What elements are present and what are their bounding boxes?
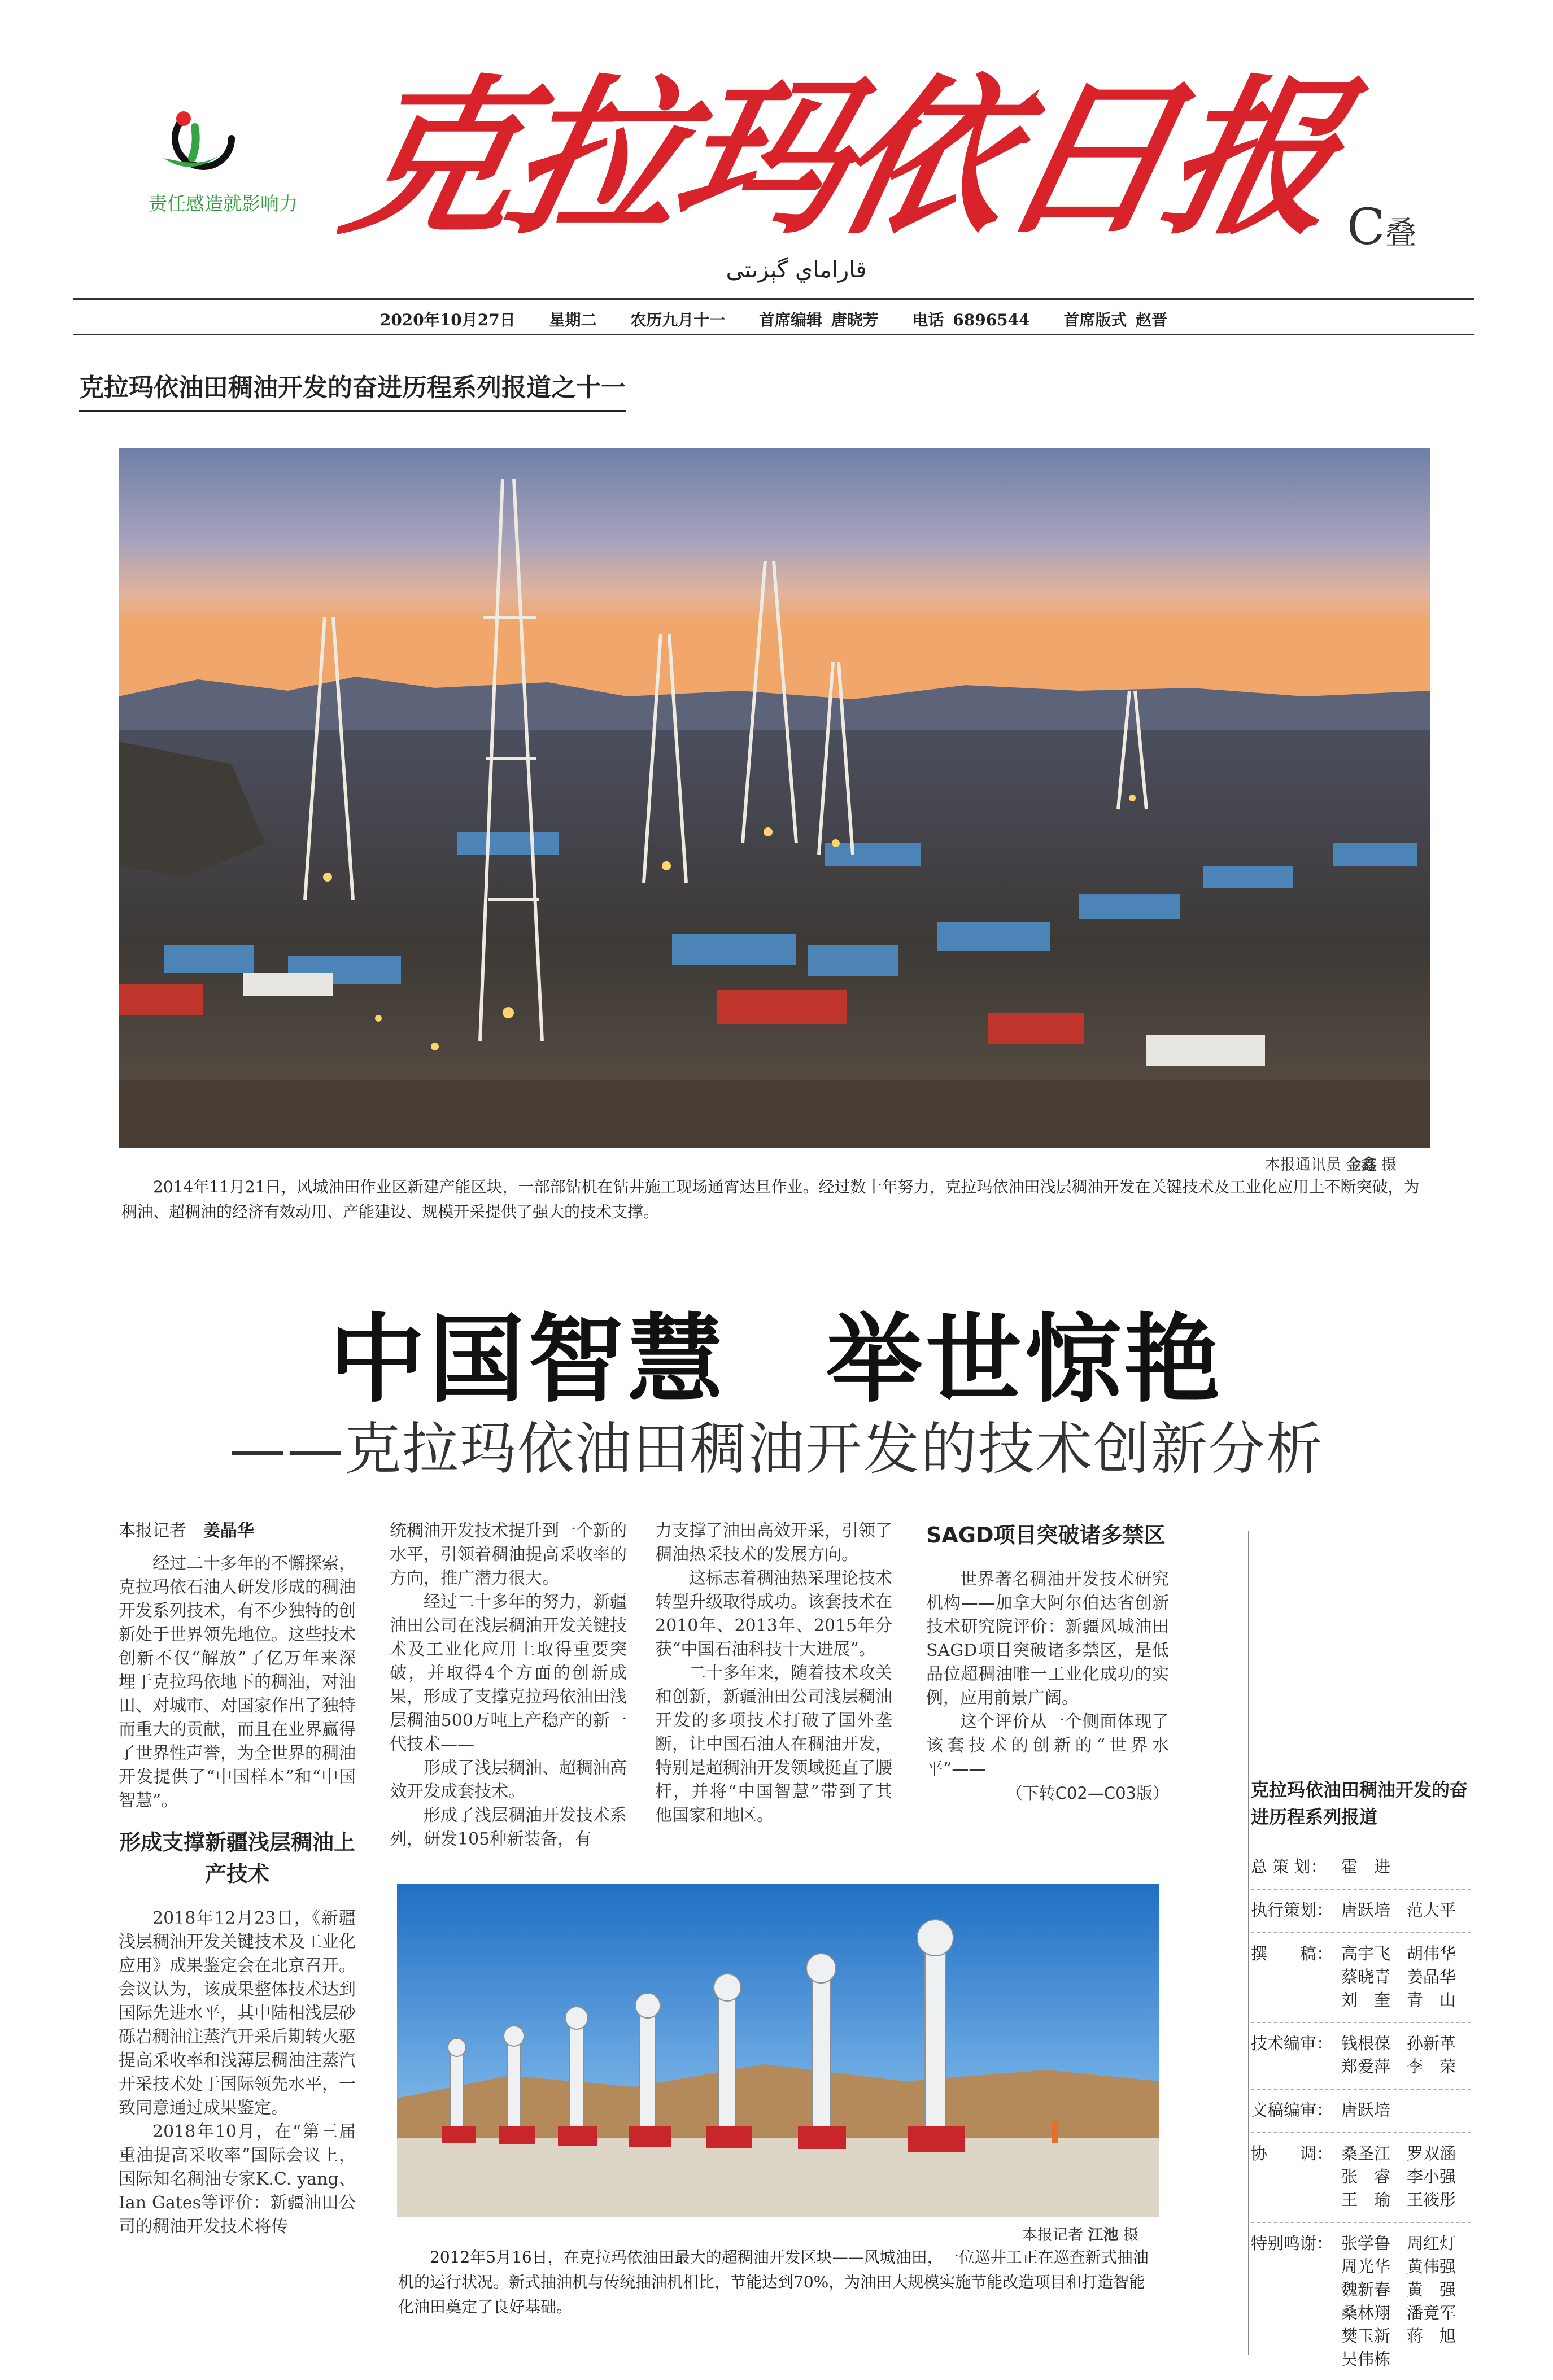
credit-row [1251, 2165, 1477, 2189]
credit-names: 蔡晓青 姜晶华 [1341, 1967, 1456, 1986]
photo2-credit-name: 江池 [1088, 2226, 1119, 2244]
masthead-rule-bottom [73, 334, 1474, 335]
credit-separator [1251, 2089, 1471, 2090]
photo2-caption: 2012年5月16日，在克拉玛依油田最大的超稠油开发区块——风城油田，一位巡井工正在巡查新式抽油机的运行状况。新式抽油机与传统抽油机相比，节能达到70%，为油田大规模实施节能改造项目和打造智能化油田奠定了良好基础。 [398, 2248, 1149, 2316]
byline-name: 姜晶华 [203, 1521, 254, 1541]
credit-role: 文稿编审： [1251, 2100, 1333, 2120]
credit-names: 周光华 黄伟强 [1341, 2257, 1456, 2276]
photo1-caption: 2014年11月21日，风城油田作业区新建产能区块，一部部钻机在钻井施工现场通宵达旦作业。经过数十年努力，克拉玛依油田浅层稠油开发在关键技术及工业化应用上不断突破，为稠油、超稠油的经济有效动用、产能建设、规模开采提供了强大的技术支撑。 [121, 1178, 1420, 1221]
sidebar-title: 克拉玛依油田稠油开发的奋进历程系列报道 [1251, 1779, 1468, 1828]
issue-date: 2020年10月27日 [379, 311, 516, 329]
paragraph: 这标志着稠油热采理论技术转型升级取得成功。该套技术在2010年、2013年、2015年分获“中国石油科技十大进展”。 [655, 1568, 892, 1659]
credit-row [1251, 1942, 1477, 1965]
article-column-1 [119, 1519, 356, 2239]
credit-row [1251, 2032, 1477, 2055]
credit-separator [1251, 1932, 1471, 1933]
credit-names: 郑爱萍 李 荣 [1341, 2057, 1456, 2076]
series-banner [79, 367, 626, 412]
subheadline: ——克拉玛依油田稠油开发的技术创新分析 [229, 1416, 1324, 1482]
newspaper-title: 克拉玛依日报 [329, 58, 1354, 258]
credit-names: 霍 进 [1341, 1857, 1391, 1876]
article-column-3 [655, 1519, 892, 1828]
paragraph: 力支撑了油田高效开采，引领了稠油热采技术的发展方向。 [655, 1521, 892, 1564]
paragraph: 统稠油开发技术提升到一个新的水平，引领着稠油提高采收率的方向，推广潜力很大。 [390, 1521, 627, 1588]
photo2-credit-suffix: 摄 [1123, 2226, 1139, 2244]
credit-row [1251, 1899, 1477, 1922]
credit-role: 协 调： [1251, 2144, 1333, 2163]
credit-names: 王 瑜 王筱彤 [1341, 2190, 1456, 2209]
credit-row [1251, 2325, 1477, 2348]
credit-role: 执行策划： [1251, 1900, 1333, 1920]
phone: 电话 6896544 [912, 311, 1030, 329]
paragraph: 这个评价从一个侧面体现了该套技术的创新的“世界水平”—— [926, 1712, 1169, 1779]
section-heading: 形成支撑新疆浅层稠油上产技术 [119, 1830, 355, 1886]
credit-role: 撰 稿： [1251, 1944, 1333, 1963]
credit-row [1251, 2278, 1477, 2301]
credit-names: 樊玉新 蒋 旭 [1341, 2326, 1456, 2346]
section-heading: SAGD项目突破诸多禁区 [926, 1523, 1166, 1548]
credit-row [1251, 2348, 1477, 2371]
edition-suffix: 叠 [1385, 215, 1417, 252]
newspaper-logo-icon [152, 104, 243, 175]
credit-names: 高宇飞 胡伟华 [1341, 1944, 1456, 1963]
credit-role: 技术编审： [1251, 2034, 1333, 2053]
paragraph: 形成了浅层稠油开发技术系列，研发105种新装备，有 [390, 1806, 627, 1849]
credit-role: 特别鸣谢： [1251, 2234, 1333, 2253]
credit-row [1251, 2055, 1477, 2078]
credit-row [1251, 1989, 1477, 2012]
credit-separator [1251, 2022, 1471, 2023]
paragraph: 经过二十多年的不懈探索，克拉玛依石油人研发形成的稠油开发系列技术，有不少独特的创新处于世界领先地位。这些技术创新不仅“解放”了亿万年来深埋于克拉玛依地下的稠油，对油田、对城市、对国家作出了独特而重大的贡献，而且在业界赢得了世界性声誉，为全世界的稠油开发提供了“中国样本”和“中国智慧”。 [119, 1554, 356, 1811]
continued-notice: （下转C02—C03版） [1006, 1784, 1169, 1803]
credit-row [1251, 1965, 1477, 1989]
credit-names: 吴伟栋 [1341, 2350, 1391, 2369]
info-bar [73, 308, 1474, 330]
weekday: 星期二 [549, 311, 597, 329]
credit-names: 唐跃培 [1341, 2100, 1391, 2120]
credit-names: 魏新春 黄 强 [1341, 2280, 1456, 2299]
edition-letter: C [1347, 198, 1385, 256]
article-column-2 [390, 1519, 627, 1851]
credit-names: 唐跃培 范大平 [1341, 1900, 1456, 1920]
credit-names: 张 睿 李小强 [1341, 2167, 1456, 2186]
edition-label [1347, 198, 1416, 256]
credit-separator [1251, 1889, 1471, 1890]
credit-row [1251, 2099, 1477, 2122]
lunar-date: 农历九月十一 [630, 311, 726, 329]
photo1-credit-suffix: 摄 [1381, 1156, 1397, 1174]
chief-editor: 首席编辑 唐晓芳 [759, 311, 879, 329]
uyghur-title: قاراماي گېزىتى [726, 257, 867, 283]
credit-row [1251, 2142, 1477, 2165]
photo2-credit [1022, 2222, 1138, 2244]
credit-row [1251, 2232, 1477, 2255]
photo1-credit [1265, 1152, 1397, 1174]
credit-names: 桑林翔 潘竟军 [1341, 2303, 1456, 2322]
paragraph: 经过二十多年的努力，新疆油田公司在浅层稠油开发关键技术及工业化应用上取得重要突破，并取得4个方面的创新成果，形成了支撑克拉玛依油田浅层稠油500万吨上产稳产的新一代技术—— [390, 1592, 627, 1754]
credit-names: 桑圣江 罗双涵 [1341, 2144, 1456, 2163]
paragraph: 2018年12月23日，《新疆浅层稠油开发关键技术及工业化应用》成果鉴定会在北京召开。会议认为，该成果整体技术达到国际先进水平，其中陆相浅层砂砾岩稠油注蒸汽开采后期转火驱提高采收率和浅薄层稠油注蒸汽开采技术处于国际领先水平，一致同意通过成果鉴定。 [119, 1908, 356, 2118]
article-column-4 [926, 1519, 1169, 1805]
chief-layout: 首席版式 赵晋 [1063, 311, 1168, 329]
credit-row [1251, 2301, 1477, 2325]
slogan: 责任感造就影响力 [149, 193, 298, 215]
pumping-units-photo [397, 1884, 1159, 2217]
credit-row [1251, 1855, 1477, 1878]
drilling-rigs-photo [119, 448, 1430, 1148]
byline-prefix: 本报记者 [119, 1521, 186, 1541]
paragraph: 形成了浅层稠油、超稠油高效开发成套技术。 [390, 1758, 627, 1802]
credit-names: 张学鲁 周红灯 [1341, 2234, 1456, 2253]
photo1-credit-prefix: 本报通讯员 [1265, 1156, 1341, 1174]
masthead-rule-top [73, 298, 1474, 300]
paragraph: 二十多年来，随着技术攻关和创新，新疆油田公司浅层稠油开发的多项技术打破了国外垄断，让中国石油人在稠油开发，特别是超稠油开发领域挺直了腰杆，并将“中国智慧”带到了其他国家和地区。 [655, 1663, 892, 1825]
credit-names: 钱根葆 孙新革 [1341, 2034, 1456, 2053]
photo1-credit-name: 金鑫 [1346, 1156, 1377, 1174]
paragraph: 世界著名稠油开发技术研究机构——加拿大阿尔伯达省创新技术研究院评价：新疆风城油田SAGD项目突破诸多禁区，是低品位超稠油唯一工业化成功的实例，应用前景广阔。 [926, 1570, 1169, 1708]
credit-separator [1251, 2132, 1471, 2133]
credit-names: 刘 奎 青 山 [1341, 1990, 1456, 2010]
photo2-credit-prefix: 本报记者 [1022, 2226, 1083, 2244]
credit-row [1251, 2189, 1477, 2212]
credit-row [1251, 2255, 1477, 2278]
credit-role: 总 策 划： [1251, 1857, 1327, 1876]
paragraph: 2018年10月，在“第三届重油提高采收率”国际会议上，国际知名稠油专家K.C. yang、Ian Gates等评价：新疆油田公司的稠油开发技术将传 [119, 2122, 356, 2237]
credit-separator [1251, 2222, 1471, 2223]
byline [119, 1519, 356, 1543]
series-banner-suffix: 之十一 [551, 373, 626, 402]
series-banner-text: 克拉玛依油田稠油开发的奋进历程系列报道 [79, 373, 551, 402]
headline: 中国智慧 举世惊艳 [329, 1304, 1224, 1416]
